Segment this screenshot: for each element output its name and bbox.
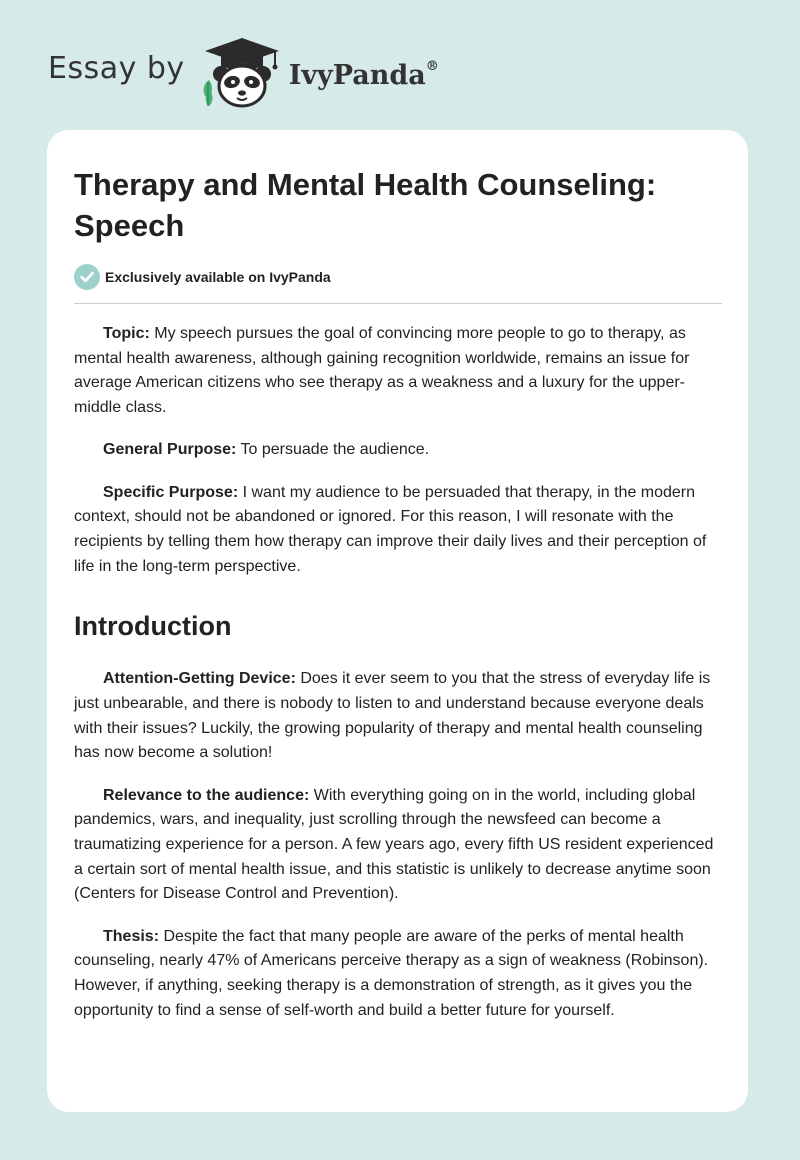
paragraph-specific-purpose: [74, 481, 722, 580]
section-heading-introduction: Introduction: [74, 611, 232, 642]
paragraph-thesis: [74, 925, 722, 1024]
paragraph-label: Topic:: [103, 325, 150, 342]
paragraph-topic: [74, 322, 722, 421]
exclusive-badge: [74, 264, 722, 290]
paragraph-label: Attention-Getting Device:: [103, 670, 296, 688]
paragraph-text: Does it ever seem to you that the stress of everyday life is just unbearable, and there is nobody to listen to and understand because everyone deals with their issues? Luckily, the growing popularity of therapy and mental health counseling has now become a solution!: [74, 670, 711, 762]
paragraph-text: My speech pursues the goal of convincing more people to go to therapy, as mental health awareness, although gaining recognition worldwide, remains an issue for average American citizens who see therapy as a weakness and a luxury for the upper-middle class.: [74, 325, 690, 417]
paragraph-general-purpose: [74, 438, 722, 463]
paragraph-text: With everything going on in the world, including global pandemics, wars, and inequality, just scrolling through the newsfeed can become a traumatizing experience for a person. A few years ago, every fifth US resident experienced a certain sort of mental health issue, and this statistic is unlikely to decrease anytime soon (Centers for Disease Control and Prevention).: [74, 786, 714, 903]
paragraph-attention-getting-device: [74, 667, 722, 766]
paragraph-text: Despite the fact that many people are aware of the perks of mental health counseling, nearly 47% of Americans perceive therapy as a sign of weakness (Robinson). However, if anything, seeking therapy is a demonstration of strength, as it gives you the opportunity to find a sense of self-worth and build a better future for yourself.: [74, 927, 709, 1019]
paragraph-label: Specific Purpose:: [103, 483, 239, 501]
essay-card: [47, 130, 748, 1112]
essay-content: [74, 164, 722, 1023]
check-circle-icon: [74, 264, 100, 290]
paragraph-label: Thesis:: [103, 927, 160, 945]
paragraph-label: General Purpose:: [103, 441, 237, 459]
paragraph-label: Relevance to the audience:: [103, 786, 310, 804]
panda-graduate-logo-icon: [199, 36, 285, 108]
exclusive-badge-text: Exclusively available on IvyPanda: [105, 269, 331, 285]
paragraph-relevance: [74, 784, 722, 908]
registered-mark: ®: [425, 58, 439, 74]
essay-by-label: Essay by: [48, 50, 185, 86]
paragraph-text: To persuade the audience.: [236, 441, 430, 459]
brand-name-text: IvyPanda: [288, 59, 426, 91]
page-title: Therapy and Mental Health Counseling: Speech: [74, 167, 657, 243]
divider: [74, 303, 722, 304]
brand-header[interactable]: [48, 36, 439, 108]
brand-name: [289, 60, 439, 91]
paragraph-text: I want my audience to be persuaded that therapy, in the modern context, should not be abandoned or ignored. For this reason, I will resonate with the recipients by telling them how therapy can improve their daily lives and their perception of life in the long-term perspective.: [74, 483, 707, 575]
